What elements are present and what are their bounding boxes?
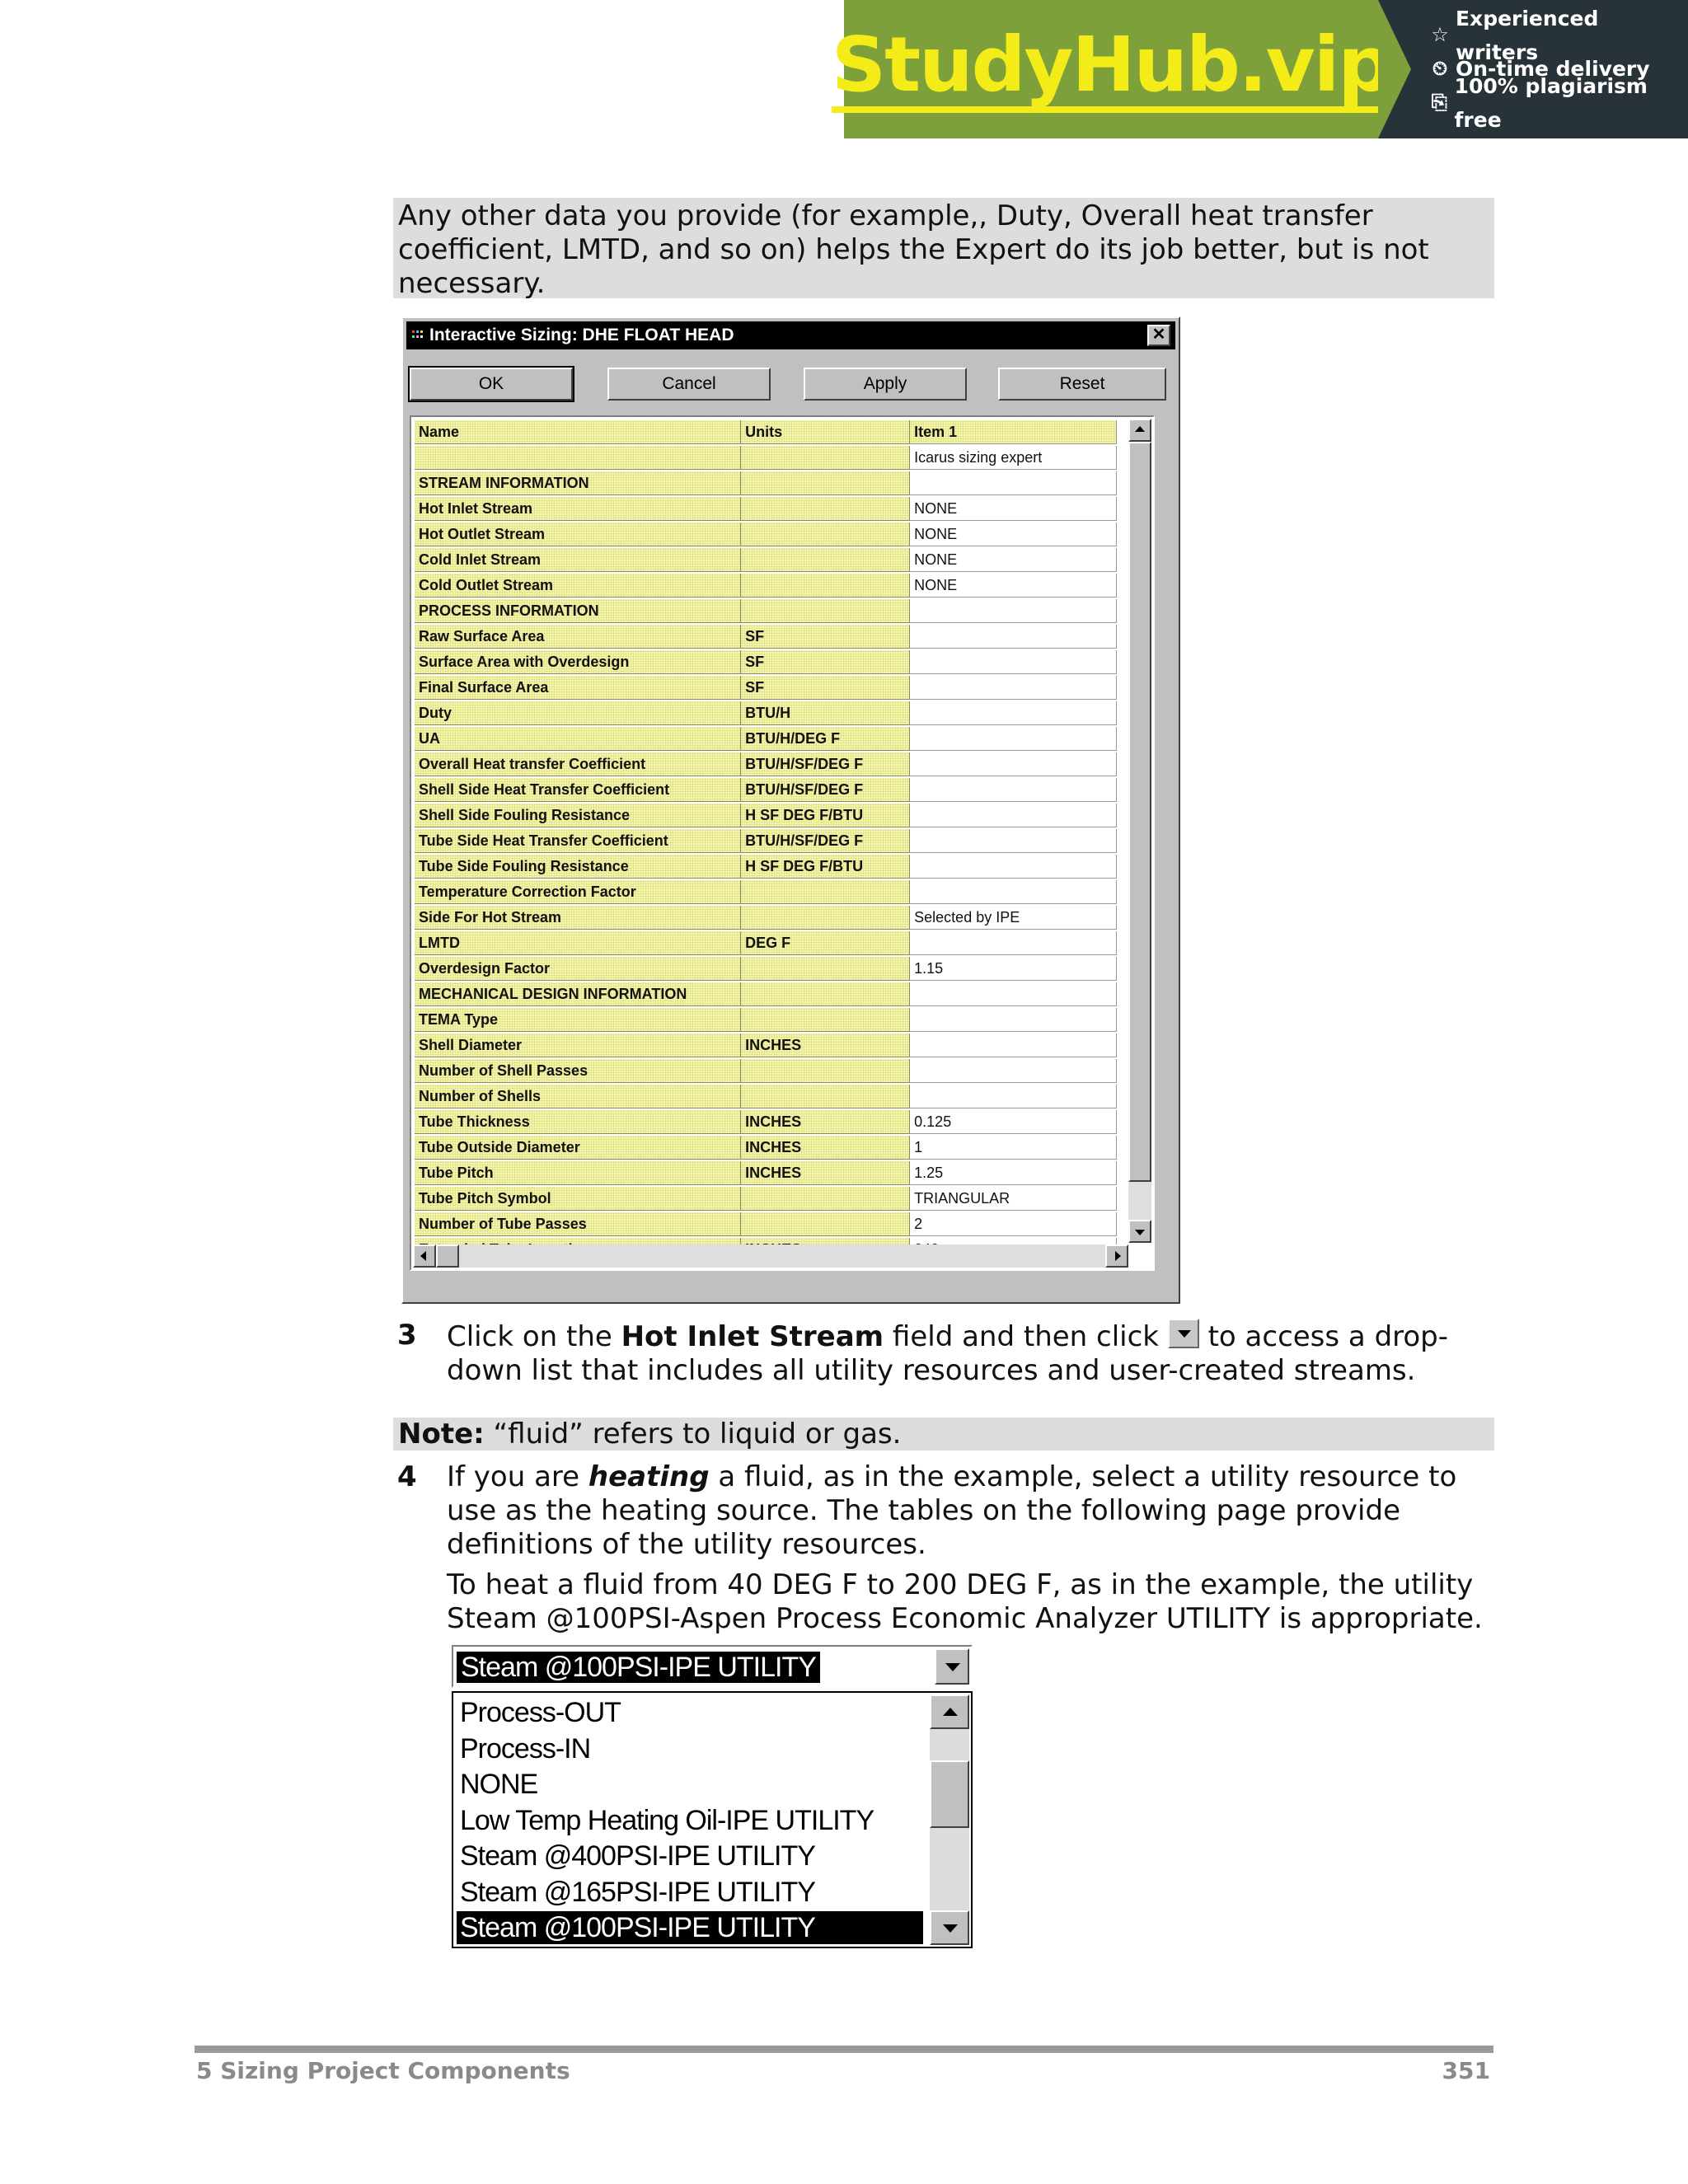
banner-feature-text: On-time delivery bbox=[1456, 57, 1650, 81]
row-units-cell bbox=[741, 471, 910, 495]
footer-rule bbox=[195, 2046, 1493, 2053]
row-value-cell[interactable] bbox=[910, 1059, 1117, 1083]
row-name-cell: Tube Outside Diameter bbox=[415, 1136, 741, 1160]
scroll-left-button[interactable] bbox=[413, 1244, 436, 1268]
apply-button[interactable]: Apply bbox=[804, 368, 967, 401]
row-units-cell: INCHES bbox=[741, 1136, 910, 1160]
step-text-part: If you are bbox=[447, 1460, 588, 1493]
step-text bbox=[447, 1460, 1502, 1636]
grid-row bbox=[415, 701, 1117, 727]
grid-header-row bbox=[415, 420, 1117, 446]
row-name-cell: Tube Pitch bbox=[415, 1161, 741, 1185]
row-name-cell: Cold Inlet Stream bbox=[415, 548, 741, 572]
row-name-cell: Shell Side Fouling Resistance bbox=[415, 804, 741, 827]
dropdown-scroll-down[interactable] bbox=[930, 1910, 969, 1945]
page-number: 351 bbox=[1442, 2057, 1490, 2084]
row-units-cell: H SF DEG F/BTU bbox=[741, 804, 910, 827]
footer-chapter: 5 Sizing Project Components bbox=[196, 2057, 570, 2084]
row-value-cell[interactable] bbox=[910, 701, 1117, 725]
row-units-cell bbox=[741, 1212, 910, 1236]
row-units-cell bbox=[741, 982, 910, 1006]
row-name-cell: Duty bbox=[415, 701, 741, 725]
row-value-cell[interactable] bbox=[910, 829, 1117, 853]
row-name-cell: STREAM INFORMATION bbox=[415, 471, 741, 495]
note-label: Note: bbox=[398, 1418, 485, 1451]
row-name-cell: Overdesign Factor bbox=[415, 957, 741, 981]
star-icon: ☆ bbox=[1431, 23, 1449, 46]
row-name-cell: Raw Surface Area bbox=[415, 625, 741, 649]
row-name-cell: Surface Area with Overdesign bbox=[415, 650, 741, 674]
dropdown-list bbox=[452, 1691, 973, 1948]
dropdown-scrollbar[interactable] bbox=[930, 1694, 969, 1945]
row-units-cell bbox=[741, 523, 910, 546]
row-units-cell bbox=[741, 497, 910, 521]
row-value-cell[interactable]: NONE bbox=[910, 497, 1117, 521]
grid-row bbox=[415, 1085, 1117, 1110]
row-name-cell: Overall Heat transfer Coefficient bbox=[415, 752, 741, 776]
step-number: 3 bbox=[397, 1319, 417, 1352]
dropdown-arrow-icon bbox=[1168, 1319, 1199, 1348]
step-text-part: a fluid, as in the example, select a utility resource to use as the heating source. The tables on the following page provide definitions of the utility resources. bbox=[447, 1460, 1457, 1561]
column-header-units: Units bbox=[741, 420, 910, 444]
row-units-cell bbox=[741, 1085, 910, 1108]
row-value-cell[interactable]: 1.15 bbox=[910, 957, 1117, 981]
cancel-button[interactable]: Cancel bbox=[607, 368, 771, 401]
grid-row bbox=[415, 1136, 1117, 1161]
row-value-cell[interactable] bbox=[910, 855, 1117, 879]
hot-inlet-stream-combobox[interactable] bbox=[452, 1645, 973, 1688]
banner-logo-area bbox=[831, 0, 1391, 138]
grid-row bbox=[415, 574, 1117, 599]
grid-row bbox=[415, 523, 1117, 548]
row-value-cell[interactable]: NONE bbox=[910, 523, 1117, 546]
row-name-cell: Final Surface Area bbox=[415, 676, 741, 700]
dropdown-option[interactable]: Steam @165PSI-IPE UTILITY bbox=[460, 1876, 815, 1908]
step-text-part: field and then click bbox=[884, 1320, 1168, 1353]
app-icon bbox=[411, 329, 424, 342]
dropdown-option[interactable]: Low Temp Heating Oil-IPE UTILITY bbox=[460, 1804, 874, 1836]
scroll-up-button[interactable] bbox=[1128, 419, 1151, 442]
row-name-cell: Shell Diameter bbox=[415, 1033, 741, 1057]
row-value-cell[interactable] bbox=[910, 931, 1117, 955]
row-name-cell: Shell Side Heat Transfer Coefficient bbox=[415, 778, 741, 802]
row-units-cell bbox=[741, 1008, 910, 1032]
grid-row bbox=[415, 548, 1117, 574]
row-value-cell[interactable] bbox=[910, 727, 1117, 751]
dropdown-arrow-button[interactable] bbox=[935, 1648, 969, 1685]
vertical-scrollbar[interactable] bbox=[1128, 419, 1151, 1243]
note-box bbox=[393, 1418, 1494, 1451]
row-units-cell bbox=[741, 574, 910, 598]
row-units-cell bbox=[741, 548, 910, 572]
combobox-selected-value: Steam @100PSI-IPE UTILITY bbox=[457, 1652, 820, 1683]
studyhub-logo: StudyHub.vip bbox=[832, 26, 1390, 113]
row-units-cell: BTU/H/SF/DEG F bbox=[741, 829, 910, 853]
row-name-cell: TEMA Type bbox=[415, 1008, 741, 1032]
row-value-cell[interactable] bbox=[910, 1085, 1117, 1108]
dropdown-option[interactable]: Steam @100PSI-IPE UTILITY bbox=[457, 1911, 923, 1944]
dropdown-option[interactable]: NONE bbox=[460, 1769, 538, 1800]
close-button[interactable] bbox=[1147, 325, 1170, 346]
row-units-cell bbox=[741, 906, 910, 930]
row-units-cell: BTU/H/SF/DEG F bbox=[741, 752, 910, 776]
column-header-name: Name bbox=[415, 420, 741, 444]
row-value-cell[interactable] bbox=[910, 599, 1117, 623]
row-value-cell[interactable] bbox=[910, 625, 1117, 649]
scroll-down-button[interactable] bbox=[1128, 1220, 1151, 1243]
row-value-cell[interactable]: NONE bbox=[910, 548, 1117, 572]
row-name-cell: LMTD bbox=[415, 931, 741, 955]
grid-row bbox=[415, 1033, 1117, 1059]
row-units-cell: DEG F bbox=[741, 931, 910, 955]
grid-row bbox=[415, 855, 1117, 880]
grid-row bbox=[415, 957, 1117, 982]
row-name-cell: Hot Inlet Stream bbox=[415, 497, 741, 521]
row-units-cell bbox=[741, 446, 910, 470]
grid-row bbox=[415, 1187, 1117, 1212]
row-name-cell: Hot Outlet Stream bbox=[415, 523, 741, 546]
row-name-cell: Tube Side Heat Transfer Coefficient bbox=[415, 829, 741, 853]
sizing-grid-table bbox=[415, 420, 1117, 1263]
grid-row bbox=[415, 1212, 1117, 1238]
row-name-cell: Cold Outlet Stream bbox=[415, 574, 741, 598]
banner-feature bbox=[1429, 6, 1688, 64]
grid-row bbox=[415, 880, 1117, 906]
grid-row bbox=[415, 650, 1117, 676]
step-3 bbox=[397, 1319, 1502, 1388]
row-value-cell[interactable]: 0.125 bbox=[910, 1110, 1117, 1134]
row-value-cell[interactable] bbox=[910, 778, 1117, 802]
grid-row bbox=[415, 1059, 1117, 1085]
row-name-cell: Number of Tube Passes bbox=[415, 1212, 741, 1236]
row-value-cell[interactable]: 1 bbox=[910, 1136, 1117, 1160]
row-units-cell: INCHES bbox=[741, 1033, 910, 1057]
step-number: 4 bbox=[397, 1460, 417, 1493]
intro-paragraph: Any other data you provide (for example,, Duty, Overall heat transfer coefficient, LMTD, and so on) helps the Expert do its job better, but is not necessary. bbox=[393, 198, 1494, 298]
step-text-part: Click on the bbox=[447, 1320, 621, 1353]
banner-feature-text: 100% plagiarism free bbox=[1454, 73, 1648, 132]
row-value-cell[interactable] bbox=[910, 650, 1117, 674]
row-value-cell[interactable]: 2 bbox=[910, 1212, 1117, 1236]
row-units-cell: BTU/H/DEG F bbox=[741, 727, 910, 751]
row-units-cell: H SF DEG F/BTU bbox=[741, 855, 910, 879]
dropdown-option[interactable]: Process-IN bbox=[460, 1732, 591, 1765]
ok-button[interactable]: OK bbox=[410, 368, 573, 401]
step-text bbox=[447, 1319, 1502, 1388]
row-name-cell: Temperature Correction Factor bbox=[415, 880, 741, 904]
interactive-sizing-dialog bbox=[401, 316, 1180, 1304]
grid-row bbox=[415, 727, 1117, 752]
grid-row bbox=[415, 804, 1117, 829]
row-value-cell[interactable] bbox=[910, 471, 1117, 495]
h-scroll-thumb[interactable] bbox=[436, 1244, 459, 1268]
row-units-cell: BTU/H bbox=[741, 701, 910, 725]
reset-button[interactable]: Reset bbox=[998, 368, 1166, 401]
row-value-cell[interactable] bbox=[910, 752, 1117, 776]
close-icon: ✕ bbox=[1151, 326, 1166, 344]
row-name-cell: Tube Thickness bbox=[415, 1110, 741, 1134]
row-name-cell: Tube Pitch Symbol bbox=[415, 1187, 741, 1211]
studyhub-banner[interactable] bbox=[831, 0, 1688, 138]
row-value-cell[interactable] bbox=[910, 1008, 1117, 1032]
grid-row bbox=[415, 906, 1117, 931]
clock-icon: ⏲ bbox=[1432, 57, 1448, 80]
grid-row bbox=[415, 931, 1117, 957]
row-value-cell[interactable]: Icarus sizing expert bbox=[910, 446, 1117, 470]
sizing-grid bbox=[410, 415, 1155, 1271]
grid-row bbox=[415, 471, 1117, 497]
dropdown-option[interactable]: Steam @400PSI-IPE UTILITY bbox=[460, 1840, 815, 1872]
grid-row bbox=[415, 982, 1117, 1008]
row-value-cell[interactable]: NONE bbox=[910, 574, 1117, 598]
row-value-cell[interactable]: Selected by IPE bbox=[910, 906, 1117, 930]
grid-row bbox=[415, 1161, 1117, 1187]
banner-feature-text: Experienced writers bbox=[1455, 6, 1599, 64]
row-name-cell: Number of Shells bbox=[415, 1085, 741, 1108]
grid-row bbox=[415, 599, 1117, 625]
grid-row bbox=[415, 752, 1117, 778]
row-units-cell bbox=[741, 957, 910, 981]
grid-row bbox=[415, 497, 1117, 523]
row-value-cell[interactable]: 1.25 bbox=[910, 1161, 1117, 1185]
dialog-titlebar[interactable] bbox=[406, 321, 1175, 349]
grid-row bbox=[415, 778, 1117, 804]
step-4 bbox=[397, 1460, 1502, 1633]
dropdown-option[interactable]: Process-OUT bbox=[460, 1697, 621, 1728]
scroll-right-button[interactable] bbox=[1105, 1244, 1128, 1268]
row-value-cell[interactable] bbox=[910, 880, 1117, 904]
row-units-cell bbox=[741, 880, 910, 904]
scroll-thumb[interactable] bbox=[1128, 442, 1151, 1182]
row-value-cell[interactable] bbox=[910, 1033, 1117, 1057]
dialog-title: Interactive Sizing: DHE FLOAT HEAD bbox=[429, 326, 734, 344]
row-units-cell bbox=[741, 1059, 910, 1083]
row-units-cell: INCHES bbox=[741, 1110, 910, 1134]
grid-row bbox=[415, 1008, 1117, 1033]
row-units-cell: BTU/H/SF/DEG F bbox=[741, 778, 910, 802]
row-units-cell: SF bbox=[741, 650, 910, 674]
dropdown-scroll-thumb[interactable] bbox=[930, 1760, 969, 1828]
row-value-cell[interactable] bbox=[910, 804, 1117, 827]
grid-row bbox=[415, 1110, 1117, 1136]
row-units-cell: SF bbox=[741, 625, 910, 649]
row-name-cell: Number of Shell Passes bbox=[415, 1059, 741, 1083]
dropdown-scroll-up[interactable] bbox=[930, 1694, 969, 1729]
row-name-cell bbox=[415, 446, 741, 470]
row-units-cell: SF bbox=[741, 676, 910, 700]
step-text-part: to access a drop-down list that includes all utility resources and user-created streams. bbox=[447, 1320, 1449, 1387]
grid-row bbox=[415, 446, 1117, 471]
grid-row bbox=[415, 625, 1117, 650]
field-reference: Hot Inlet Stream bbox=[621, 1320, 884, 1353]
grid-row bbox=[415, 829, 1117, 855]
row-units-cell bbox=[741, 599, 910, 623]
banner-features bbox=[1378, 0, 1688, 138]
horizontal-scrollbar[interactable] bbox=[413, 1244, 1128, 1268]
row-units-cell bbox=[741, 1187, 910, 1211]
row-units-cell: INCHES bbox=[741, 1161, 910, 1185]
row-name-cell: MECHANICAL DESIGN INFORMATION bbox=[415, 982, 741, 1006]
copy-check-icon: ⎘ bbox=[1431, 91, 1447, 114]
note-text: “fluid” refers to liquid or gas. bbox=[484, 1418, 902, 1451]
row-value-cell[interactable]: TRIANGULAR bbox=[910, 1187, 1117, 1211]
row-value-cell[interactable] bbox=[910, 982, 1117, 1006]
row-name-cell: Tube Side Fouling Resistance bbox=[415, 855, 741, 879]
column-header-item-1: Item 1 bbox=[910, 420, 1117, 444]
banner-feature bbox=[1429, 73, 1688, 132]
row-name-cell: Side For Hot Stream bbox=[415, 906, 741, 930]
row-name-cell: PROCESS INFORMATION bbox=[415, 599, 741, 623]
row-value-cell[interactable] bbox=[910, 676, 1117, 700]
row-name-cell: UA bbox=[415, 727, 741, 751]
step-4-paragraph-2: To heat a fluid from 40 DEG F to 200 DEG F, as in the example, the utility Steam @100PSI-Aspen Process Economic Analyzer UTILITY is appropriate. bbox=[447, 1568, 1483, 1635]
grid-row bbox=[415, 676, 1117, 701]
emphasis-heating: heating bbox=[588, 1460, 710, 1493]
